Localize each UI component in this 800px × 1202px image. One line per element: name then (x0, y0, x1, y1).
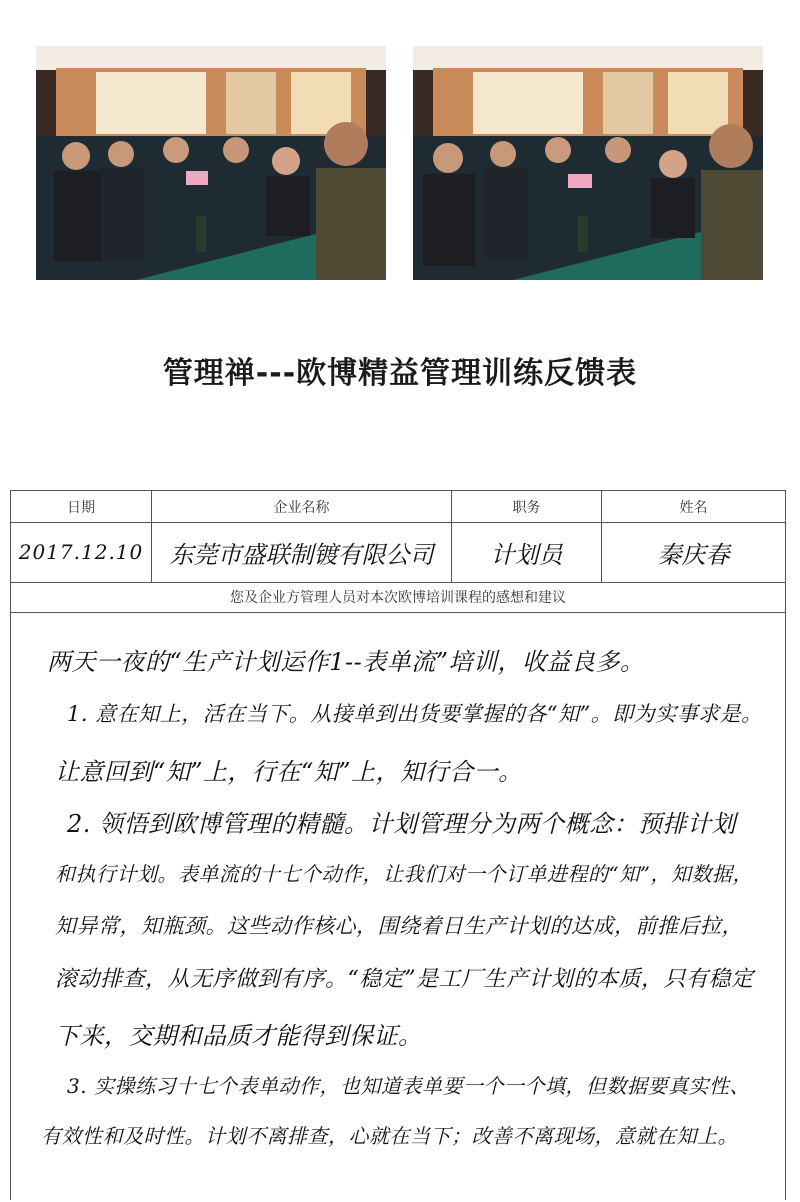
feedback-form (10, 490, 786, 1200)
feedback-line: 两天一夜的“生产计划运作1--表单流”培训，收益良多。 (47, 648, 645, 676)
header-date: 日期 (67, 499, 95, 516)
feedback-line: 滚动排查，从无序做到有序。“稳定”是工厂生产计划的本质，只有稳定 (55, 967, 754, 992)
feedback-line: 下来，交期和品质才能得到保证。 (55, 1022, 423, 1050)
header-name-cell (602, 491, 785, 522)
header-date-cell (11, 491, 152, 522)
value-company-cell (152, 522, 452, 582)
feedback-line: 让意回到“知”上，行在“知”上，知行合一。 (55, 758, 523, 786)
header-position-cell (452, 491, 602, 522)
value-company: 东莞市盛联制镀有限公司 (169, 540, 434, 569)
feedback-body (11, 612, 785, 1202)
feedback-prompt-row (11, 582, 785, 613)
header-name: 姓名 (679, 499, 708, 516)
value-name-cell (602, 522, 785, 582)
value-date-cell (11, 522, 152, 582)
group-photo-right (413, 46, 763, 280)
form-header-row (11, 491, 785, 523)
value-date: 2017.12.10 (18, 540, 144, 564)
feedback-line: 知异常，知瓶颈。这些动作核心，围绕着日生产计划的达成，前推后拉， (55, 914, 743, 938)
header-company: 企业名称 (273, 499, 330, 516)
header-company-cell (152, 491, 452, 522)
feedback-line: 和执行计划。表单流的十七个动作，让我们对一个订单进程的“知”，知数据， (55, 862, 753, 886)
feedback-prompt: 您及企业方管理人员对本次欧博培训课程的感想和建议 (230, 590, 566, 606)
feedback-line: 2. 领悟到欧博管理的精髓。计划管理分为两个概念：预排计划 (67, 810, 737, 838)
value-position: 计划员 (490, 540, 563, 569)
feedback-line: 有效性和及时性。计划不离排查，心就在当下；改善不离现场，意就在知上。 (41, 1124, 738, 1148)
value-name: 秦庆春 (657, 540, 730, 569)
feedback-line: 1. 意在知上，活在当下。从接单到出货要掌握的各“知”。即为实事求是。 (67, 702, 763, 726)
header-position: 职务 (512, 499, 541, 516)
form-value-row (11, 522, 785, 583)
value-position-cell (452, 522, 602, 582)
group-photo-left (36, 46, 386, 280)
feedback-line: 3. 实操练习十七个表单动作，也知道表单要一个一个填，但数据要真实性、 (67, 1074, 750, 1098)
page-title: 管理禅---欧博精益管理训练反馈表 (162, 356, 638, 391)
